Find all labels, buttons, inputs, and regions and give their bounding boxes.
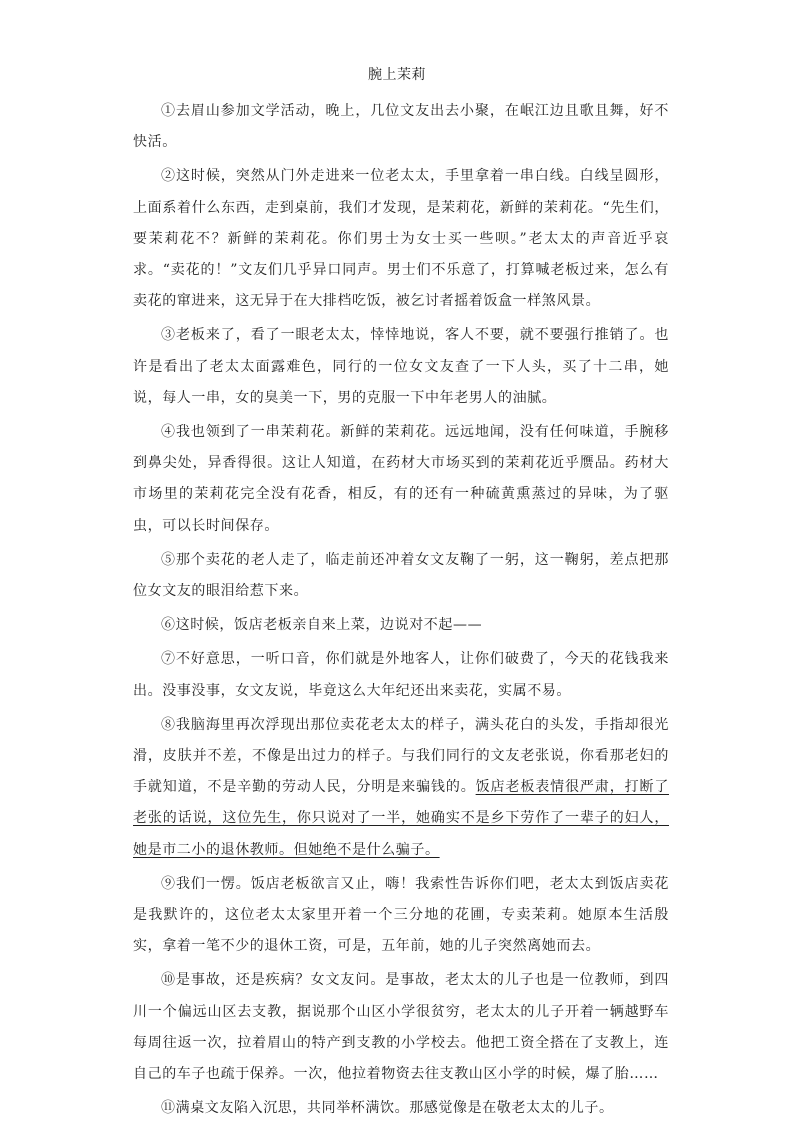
paragraph-9: ⑨我们一愣。饭店老板欲言又止，嗨！我索性告诉你们吧，老太太到饭店卖花是我默许的，这位老太太家里开着一个三分地的花圃，专卖茉莉。她原本生活殷实，拿着一笔不少的退休工资，可是，五年前，她的儿子突然离她而去。 — [133, 875, 669, 955]
paragraph-7: ⑦不好意思，一听口音，你们就是外地客人，让你们破费了，今天的花钱我来出。没事没事，女文友说，毕竟这么大年纪还出来卖花，实属不易。 — [133, 651, 669, 699]
paragraph-11: ⑪满桌文友陷入沉思，共同举杯满饮。那感觉像是在敬老太太的儿子。 — [161, 1100, 614, 1117]
paragraph-4: ④我也领到了一串茉莉花。新鲜的茉莉花。远远地闻，没有任何味道，手腕移到鼻尖处，异香得很。这让人知道，在药材大市场买到的茉莉花近乎赝品。药材大市场里的茉莉花完全没有花香，相反，有的还有一种硫黄熏蒸过的异味，为了驱虫，可以长时间保存。 — [133, 424, 669, 534]
paragraph-8 — [133, 710, 669, 866]
paragraph-5: ⑤那个卖花的老人走了，临走前还冲着女文友鞠了一躬，这一鞠躬，差点把那位女文友的眼泪给惹下来。 — [133, 551, 669, 600]
document-title: 腕上茉莉 — [368, 67, 426, 83]
paragraph-3: ③老板来了，看了一眼老太太，悻悻地说，客人不要，就不要强行推销了。也许是看出了老太太面露难色，同行的一位女文友查了一下人头，买了十二串，她说，每人一串，女的臭美一下，男的克服一下中年老男人的油腻。 — [133, 327, 669, 406]
paragraph-1: ①去眉山参加文学活动，晚上，几位文友出去小聚，在岷江边且歌且舞，好不快活。 — [133, 103, 669, 151]
paragraph-6: ⑥这时候，饭店老板亲自来上菜，边说对不起—— — [161, 617, 483, 634]
paragraph-2: ②这时候，突然从门外走进来一位老太太，手里拿着一串白线。白线呈圆形，上面系着什么东西，走到桌前，我们才发现，是茉莉花，新鲜的茉莉花。“先生们，要茉莉花不？新鲜的茉莉花。你们男士为女士买一些呗。”老太太的声音近乎哀求。“卖花的！”文友们几乎异口同声。男士们不乐意了，打算喊老板过来，怎么有卖花的窜进来，这无异于在大排档吃饭，被乞讨者摇着饭盒一样煞风景。 — [133, 168, 669, 310]
paragraph-10: ⑩是事故，还是疾病？女文友问。是事故，老太太的儿子也是一位教师，到四川一个偏远山区去支教，据说那个山区小学很贫穷，老太太的儿子开着一辆越野车每周往返一次，拉着眉山的特产到支教的小学校去。他把工资全搭在了支教上，连自己的车子也疏于保养。一次，他拉着物资去往支教山区小学的时候，爆了胎…… — [133, 972, 669, 1083]
underlined-passage: 饭店老板表情很严肃，打断了老张的话说，这位先生，你只说对了一半，她确实不是乡下劳作了一辈子的妇人，她是市二小的退休教师。但她绝不是什么骗子。 — [133, 779, 669, 858]
paragraph-8-text: ⑧我脑海里再次浮现出那位卖花老太太的样子，满头花白的头发，手指却很光滑，皮肤并不差，不像是出过力的样子。与我们同行的文友老张说，你看那老妇的手就知道，不是辛勤的劳动人民，分明是来骗钱的。 — [133, 716, 669, 796]
article-body — [133, 96, 669, 1125]
